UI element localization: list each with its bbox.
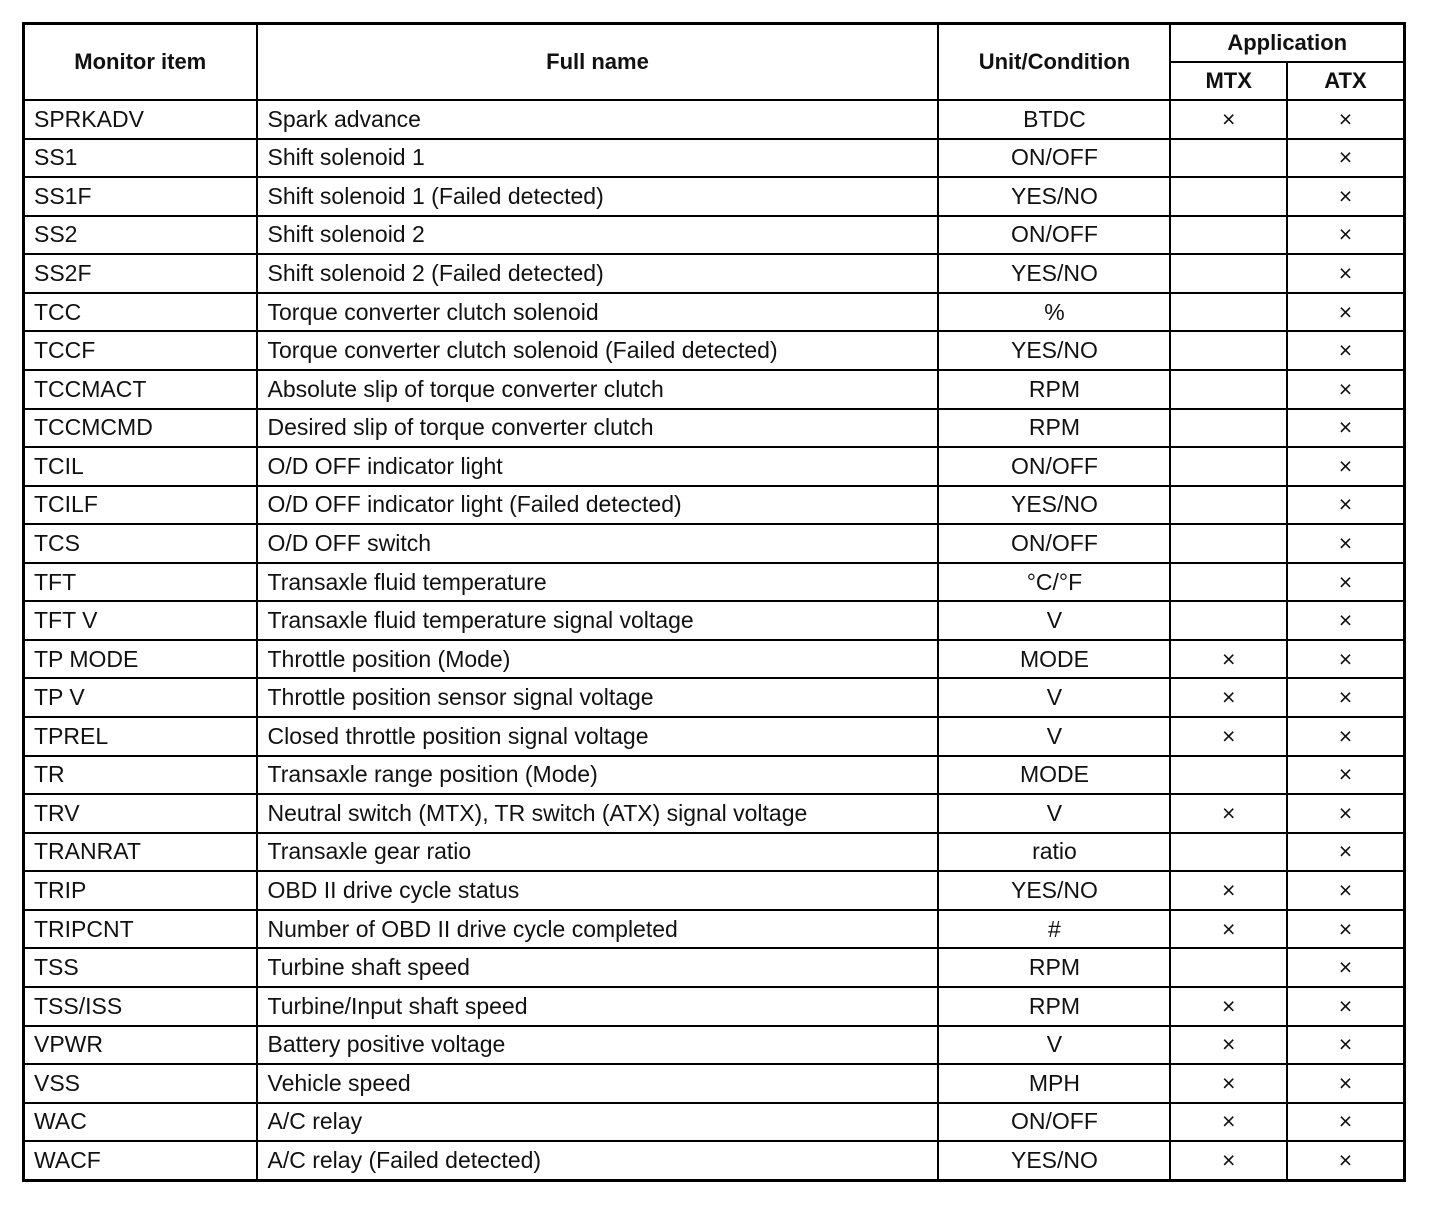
monitor-item-cell: TCC [24, 293, 257, 332]
full-name-cell: Absolute slip of torque converter clutch [257, 370, 939, 409]
unit-condition-cell: MODE [938, 756, 1170, 795]
full-name-cell: Neutral switch (MTX), TR switch (ATX) signal voltage [257, 794, 939, 833]
mtx-mark-cell [1170, 833, 1287, 872]
table-row [24, 601, 1405, 640]
monitor-item-cell: SPRKADV [24, 100, 257, 139]
full-name-cell: Throttle position (Mode) [257, 640, 939, 679]
monitor-item-cell: TRV [24, 794, 257, 833]
table-row [24, 177, 1405, 216]
unit-condition-cell: BTDC [938, 100, 1170, 139]
table-header [24, 24, 1405, 101]
mtx-mark-cell [1170, 331, 1287, 370]
atx-mark-cell: × [1287, 409, 1405, 448]
mtx-mark-cell [1170, 409, 1287, 448]
full-name-cell: Spark advance [257, 100, 939, 139]
table-row [24, 833, 1405, 872]
table-row [24, 756, 1405, 795]
full-name-cell: O/D OFF switch [257, 524, 939, 563]
atx-mark-cell: × [1287, 1141, 1405, 1180]
table-row [24, 1141, 1405, 1180]
unit-condition-cell: V [938, 717, 1170, 756]
atx-mark-cell: × [1287, 331, 1405, 370]
mtx-mark-cell: × [1170, 794, 1287, 833]
atx-mark-cell: × [1287, 678, 1405, 717]
monitor-item-cell: TPREL [24, 717, 257, 756]
atx-mark-cell: × [1287, 139, 1405, 178]
monitor-item-cell: WACF [24, 1141, 257, 1180]
unit-condition-cell: % [938, 293, 1170, 332]
table-row [24, 987, 1405, 1026]
mtx-mark-cell [1170, 139, 1287, 178]
table-row [24, 331, 1405, 370]
mtx-mark-cell [1170, 524, 1287, 563]
full-name-cell: Shift solenoid 2 [257, 216, 939, 255]
atx-mark-cell: × [1287, 794, 1405, 833]
mtx-mark-cell [1170, 948, 1287, 987]
full-name-cell: Closed throttle position signal voltage [257, 717, 939, 756]
full-name-cell: Shift solenoid 1 [257, 139, 939, 178]
monitor-item-cell: VSS [24, 1064, 257, 1103]
unit-condition-cell: V [938, 678, 1170, 717]
monitor-item-cell: TFT [24, 563, 257, 602]
header-application: Application [1170, 24, 1404, 63]
mtx-mark-cell: × [1170, 678, 1287, 717]
table-row [24, 871, 1405, 910]
full-name-cell: Torque converter clutch solenoid (Failed detected) [257, 331, 939, 370]
atx-mark-cell: × [1287, 100, 1405, 139]
atx-mark-cell: × [1287, 1103, 1405, 1142]
atx-mark-cell: × [1287, 717, 1405, 756]
atx-mark-cell: × [1287, 254, 1405, 293]
monitor-item-cell: TCIL [24, 447, 257, 486]
unit-condition-cell: YES/NO [938, 177, 1170, 216]
table-row [24, 640, 1405, 679]
mtx-mark-cell [1170, 447, 1287, 486]
unit-condition-cell: YES/NO [938, 254, 1170, 293]
table-row [24, 910, 1405, 949]
full-name-cell: Turbine shaft speed [257, 948, 939, 987]
atx-mark-cell: × [1287, 756, 1405, 795]
monitor-item-cell: SS2 [24, 216, 257, 255]
header-mtx: MTX [1170, 62, 1287, 100]
table-row [24, 678, 1405, 717]
table-row [24, 216, 1405, 255]
atx-mark-cell: × [1287, 486, 1405, 525]
monitor-item-cell: TRIPCNT [24, 910, 257, 949]
unit-condition-cell: ON/OFF [938, 216, 1170, 255]
unit-condition-cell: YES/NO [938, 331, 1170, 370]
atx-mark-cell: × [1287, 987, 1405, 1026]
mtx-mark-cell: × [1170, 717, 1287, 756]
table-row [24, 717, 1405, 756]
table-row [24, 100, 1405, 139]
mtx-mark-cell [1170, 177, 1287, 216]
monitor-item-cell: VPWR [24, 1026, 257, 1065]
full-name-cell: O/D OFF indicator light (Failed detected) [257, 486, 939, 525]
atx-mark-cell: × [1287, 447, 1405, 486]
table-row [24, 370, 1405, 409]
monitor-item-cell: SS2F [24, 254, 257, 293]
mtx-mark-cell: × [1170, 871, 1287, 910]
monitor-item-cell: TP V [24, 678, 257, 717]
monitor-item-cell: SS1 [24, 139, 257, 178]
unit-condition-cell: ON/OFF [938, 447, 1170, 486]
table-row [24, 794, 1405, 833]
table-row [24, 524, 1405, 563]
header-unit-condition: Unit/Condition [938, 24, 1170, 101]
mtx-mark-cell [1170, 486, 1287, 525]
full-name-cell: Transaxle fluid temperature [257, 563, 939, 602]
unit-condition-cell: ratio [938, 833, 1170, 872]
mtx-mark-cell: × [1170, 910, 1287, 949]
unit-condition-cell: ON/OFF [938, 139, 1170, 178]
atx-mark-cell: × [1287, 524, 1405, 563]
table-row [24, 486, 1405, 525]
unit-condition-cell: YES/NO [938, 871, 1170, 910]
unit-condition-cell: RPM [938, 370, 1170, 409]
unit-condition-cell: MPH [938, 1064, 1170, 1103]
table-row [24, 948, 1405, 987]
table-row [24, 1103, 1405, 1142]
unit-condition-cell: V [938, 601, 1170, 640]
monitor-item-cell: TCCMACT [24, 370, 257, 409]
atx-mark-cell: × [1287, 1064, 1405, 1103]
monitor-item-cell: TR [24, 756, 257, 795]
mtx-mark-cell [1170, 601, 1287, 640]
monitor-item-table [22, 22, 1406, 1182]
mtx-mark-cell: × [1170, 640, 1287, 679]
table-row [24, 293, 1405, 332]
monitor-item-cell: WAC [24, 1103, 257, 1142]
atx-mark-cell: × [1287, 910, 1405, 949]
atx-mark-cell: × [1287, 177, 1405, 216]
atx-mark-cell: × [1287, 601, 1405, 640]
table-row [24, 254, 1405, 293]
unit-condition-cell: MODE [938, 640, 1170, 679]
monitor-item-cell: TP MODE [24, 640, 257, 679]
unit-condition-cell: RPM [938, 987, 1170, 1026]
mtx-mark-cell [1170, 216, 1287, 255]
atx-mark-cell: × [1287, 370, 1405, 409]
header-atx: ATX [1287, 62, 1405, 100]
unit-condition-cell: YES/NO [938, 486, 1170, 525]
mtx-mark-cell [1170, 563, 1287, 602]
full-name-cell: Transaxle gear ratio [257, 833, 939, 872]
monitor-item-cell: TCS [24, 524, 257, 563]
mtx-mark-cell: × [1170, 1026, 1287, 1065]
full-name-cell: Shift solenoid 2 (Failed detected) [257, 254, 939, 293]
full-name-cell: OBD II drive cycle status [257, 871, 939, 910]
unit-condition-cell: ON/OFF [938, 1103, 1170, 1142]
unit-condition-cell: V [938, 1026, 1170, 1065]
header-monitor-item: Monitor item [24, 24, 257, 101]
table-row [24, 409, 1405, 448]
unit-condition-cell: ON/OFF [938, 524, 1170, 563]
full-name-cell: Throttle position sensor signal voltage [257, 678, 939, 717]
table-row [24, 1026, 1405, 1065]
monitor-item-cell: TSS [24, 948, 257, 987]
monitor-item-cell: TRIP [24, 871, 257, 910]
mtx-mark-cell [1170, 254, 1287, 293]
mtx-mark-cell: × [1170, 1064, 1287, 1103]
full-name-cell: O/D OFF indicator light [257, 447, 939, 486]
header-full-name: Full name [257, 24, 939, 101]
table-row [24, 563, 1405, 602]
mtx-mark-cell: × [1170, 1141, 1287, 1180]
full-name-cell: Transaxle range position (Mode) [257, 756, 939, 795]
unit-condition-cell: YES/NO [938, 1141, 1170, 1180]
atx-mark-cell: × [1287, 563, 1405, 602]
unit-condition-cell: V [938, 794, 1170, 833]
table-row [24, 447, 1405, 486]
atx-mark-cell: × [1287, 216, 1405, 255]
monitor-item-cell: TCCF [24, 331, 257, 370]
full-name-cell: Battery positive voltage [257, 1026, 939, 1065]
monitor-item-cell: TFT V [24, 601, 257, 640]
mtx-mark-cell: × [1170, 987, 1287, 1026]
atx-mark-cell: × [1287, 640, 1405, 679]
unit-condition-cell: °C/°F [938, 563, 1170, 602]
unit-condition-cell: # [938, 910, 1170, 949]
atx-mark-cell: × [1287, 948, 1405, 987]
full-name-cell: Transaxle fluid temperature signal voltage [257, 601, 939, 640]
mtx-mark-cell [1170, 293, 1287, 332]
atx-mark-cell: × [1287, 293, 1405, 332]
mtx-mark-cell: × [1170, 100, 1287, 139]
atx-mark-cell: × [1287, 833, 1405, 872]
full-name-cell: Turbine/Input shaft speed [257, 987, 939, 1026]
monitor-item-cell: SS1F [24, 177, 257, 216]
full-name-cell: Shift solenoid 1 (Failed detected) [257, 177, 939, 216]
full-name-cell: Number of OBD II drive cycle completed [257, 910, 939, 949]
table-row [24, 139, 1405, 178]
mtx-mark-cell: × [1170, 1103, 1287, 1142]
full-name-cell: Desired slip of torque converter clutch [257, 409, 939, 448]
monitor-item-cell: TRANRAT [24, 833, 257, 872]
mtx-mark-cell [1170, 756, 1287, 795]
unit-condition-cell: RPM [938, 948, 1170, 987]
mtx-mark-cell [1170, 370, 1287, 409]
table-row [24, 1064, 1405, 1103]
monitor-item-cell: TCILF [24, 486, 257, 525]
unit-condition-cell: RPM [938, 409, 1170, 448]
atx-mark-cell: × [1287, 871, 1405, 910]
table-body [24, 100, 1405, 1181]
full-name-cell: Torque converter clutch solenoid [257, 293, 939, 332]
monitor-item-cell: TCCMCMD [24, 409, 257, 448]
monitor-item-cell: TSS/ISS [24, 987, 257, 1026]
atx-mark-cell: × [1287, 1026, 1405, 1065]
full-name-cell: Vehicle speed [257, 1064, 939, 1103]
full-name-cell: A/C relay (Failed detected) [257, 1141, 939, 1180]
full-name-cell: A/C relay [257, 1103, 939, 1142]
